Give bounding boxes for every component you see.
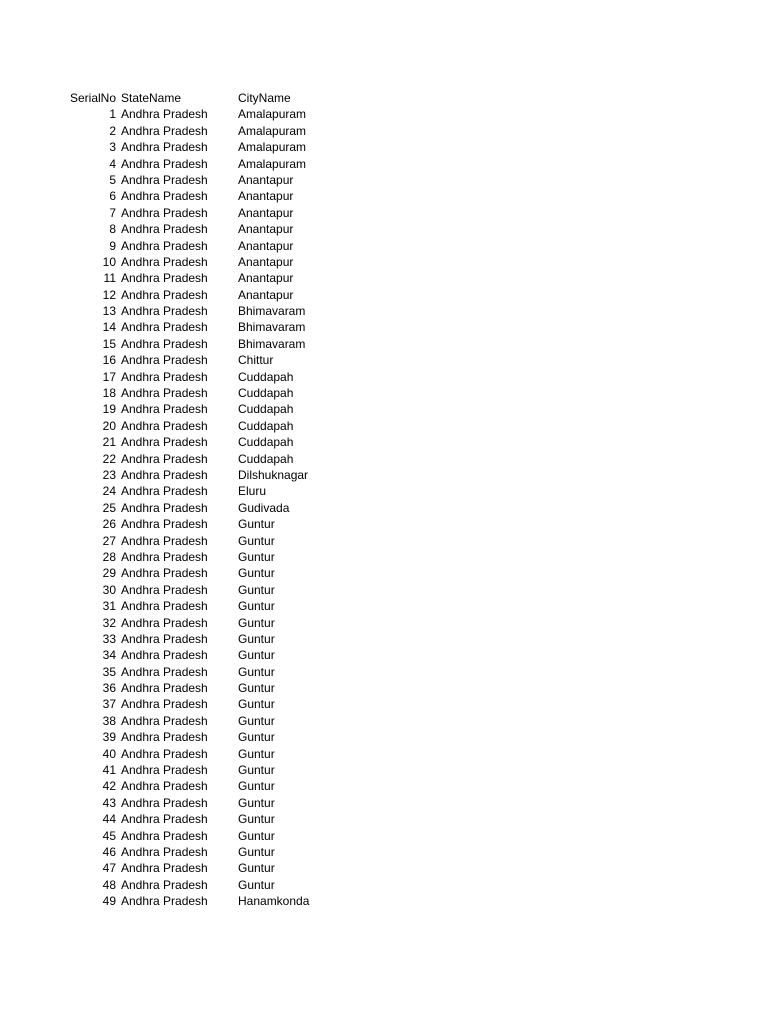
table-row: [68, 762, 358, 778]
table-row: [68, 123, 358, 139]
city-table: [68, 90, 358, 910]
city-cell: Guntur: [238, 582, 275, 597]
table-row: [68, 844, 358, 860]
serial-cell: 29: [102, 566, 116, 581]
city-cell: Guntur: [238, 713, 275, 728]
header-state-name: StateName: [121, 91, 182, 105]
state-cell: Andhra Pradesh: [121, 123, 208, 138]
table-row: [68, 418, 358, 434]
serial-cell: 32: [102, 615, 116, 630]
city-cell: Guntur: [238, 566, 275, 581]
city-cell: Guntur: [238, 828, 275, 843]
city-cell: Gudivada: [238, 500, 290, 515]
serial-cell: 11: [103, 271, 116, 286]
table-row: [68, 106, 358, 122]
table-row: [68, 582, 358, 598]
state-cell: Andhra Pradesh: [121, 238, 208, 253]
state-cell: Andhra Pradesh: [121, 304, 208, 319]
serial-cell: 39: [102, 730, 116, 745]
serial-cell: 26: [102, 517, 116, 532]
state-cell: Andhra Pradesh: [121, 418, 208, 433]
state-cell: Andhra Pradesh: [121, 697, 208, 712]
city-cell: Guntur: [238, 779, 275, 794]
city-cell: Guntur: [238, 861, 275, 876]
serial-cell: 21: [102, 435, 116, 450]
serial-cell: 7: [109, 205, 116, 220]
city-cell: Cuddapah: [238, 369, 294, 384]
serial-cell: 27: [102, 533, 116, 548]
state-cell: Andhra Pradesh: [121, 386, 208, 401]
city-cell: Bhimavaram: [238, 336, 306, 351]
table-row: [68, 778, 358, 794]
serial-cell: 36: [102, 681, 116, 696]
table-row: [68, 467, 358, 483]
state-cell: Andhra Pradesh: [121, 369, 208, 384]
serial-cell: 24: [102, 484, 116, 499]
serial-cell: 48: [102, 877, 116, 892]
serial-cell: 13: [102, 304, 116, 319]
serial-cell: 16: [102, 353, 116, 368]
table-row: [68, 565, 358, 581]
state-cell: Andhra Pradesh: [121, 205, 208, 220]
state-cell: Andhra Pradesh: [121, 730, 208, 745]
state-cell: Andhra Pradesh: [121, 844, 208, 859]
table-body: [68, 106, 358, 909]
table-row: [68, 533, 358, 549]
table-row: [68, 549, 358, 565]
city-cell: Guntur: [238, 681, 275, 696]
state-cell: Andhra Pradesh: [121, 320, 208, 335]
table-row: [68, 287, 358, 303]
table-row: [68, 451, 358, 467]
state-cell: Andhra Pradesh: [121, 451, 208, 466]
table-row: [68, 172, 358, 188]
serial-cell: 35: [102, 664, 116, 679]
serial-cell: 2: [109, 123, 116, 138]
state-cell: Andhra Pradesh: [121, 500, 208, 515]
city-cell: Anantapur: [238, 189, 294, 204]
city-cell: Guntur: [238, 648, 275, 663]
header-serial-no: SerialNo: [70, 91, 117, 105]
state-cell: Andhra Pradesh: [121, 894, 208, 909]
city-cell: Guntur: [238, 697, 275, 712]
table-row: [68, 893, 358, 909]
table-row: [68, 598, 358, 614]
table-row: [68, 205, 358, 221]
serial-cell: 40: [102, 746, 116, 761]
serial-cell: 28: [102, 549, 116, 564]
table-row: [68, 221, 358, 237]
table-row: [68, 401, 358, 417]
state-cell: Andhra Pradesh: [121, 271, 208, 286]
serial-cell: 4: [109, 156, 116, 171]
table-row: [68, 877, 358, 893]
city-cell: Bhimavaram: [238, 304, 306, 319]
city-cell: Chittur: [238, 353, 274, 368]
state-cell: Andhra Pradesh: [121, 877, 208, 892]
state-cell: Andhra Pradesh: [121, 484, 208, 499]
city-cell: Guntur: [238, 533, 275, 548]
serial-cell: 41: [102, 763, 116, 778]
table-row: [68, 319, 358, 335]
table-row: [68, 500, 358, 516]
serial-cell: 23: [102, 467, 116, 482]
table-row: [68, 156, 358, 172]
serial-cell: 44: [102, 812, 116, 827]
city-cell: Anantapur: [238, 172, 294, 187]
table-row: [68, 336, 358, 352]
state-cell: Andhra Pradesh: [121, 795, 208, 810]
city-cell: Dilshuknagar: [238, 467, 309, 482]
table-row: [68, 483, 358, 499]
table-row: [68, 270, 358, 286]
serial-cell: 18: [102, 386, 116, 401]
table-row: [68, 238, 358, 254]
city-cell: Bhimavaram: [238, 320, 306, 335]
serial-cell: 31: [102, 599, 116, 614]
table-header-row: [68, 90, 358, 106]
city-cell: Cuddapah: [238, 451, 294, 466]
state-cell: Andhra Pradesh: [121, 763, 208, 778]
city-cell: Anantapur: [238, 238, 294, 253]
city-cell: Cuddapah: [238, 386, 294, 401]
city-cell: Guntur: [238, 877, 275, 892]
city-cell: Hanamkonda: [238, 894, 310, 909]
city-cell: Guntur: [238, 517, 275, 532]
state-cell: Andhra Pradesh: [121, 549, 208, 564]
state-cell: Andhra Pradesh: [121, 140, 208, 155]
table-row: [68, 828, 358, 844]
serial-cell: 22: [102, 451, 116, 466]
serial-cell: 9: [109, 238, 116, 253]
table-row: [68, 352, 358, 368]
city-cell: Guntur: [238, 763, 275, 778]
state-cell: Andhra Pradesh: [121, 435, 208, 450]
city-cell: Guntur: [238, 812, 275, 827]
state-cell: Andhra Pradesh: [121, 631, 208, 646]
state-cell: Andhra Pradesh: [121, 582, 208, 597]
city-cell: Anantapur: [238, 254, 294, 269]
state-cell: Andhra Pradesh: [121, 828, 208, 843]
table-row: [68, 303, 358, 319]
serial-cell: 14: [102, 320, 116, 335]
serial-cell: 12: [102, 287, 116, 302]
city-cell: Anantapur: [238, 205, 294, 220]
state-cell: Andhra Pradesh: [121, 713, 208, 728]
city-cell: Amalapuram: [238, 123, 307, 138]
state-cell: Andhra Pradesh: [121, 812, 208, 827]
state-cell: Andhra Pradesh: [121, 681, 208, 696]
serial-cell: 5: [109, 172, 116, 187]
state-cell: Andhra Pradesh: [121, 467, 208, 482]
state-cell: Andhra Pradesh: [121, 566, 208, 581]
state-cell: Andhra Pradesh: [121, 353, 208, 368]
table-row: [68, 615, 358, 631]
city-cell: Guntur: [238, 844, 275, 859]
city-cell: Guntur: [238, 746, 275, 761]
serial-cell: 8: [109, 222, 116, 237]
state-cell: Andhra Pradesh: [121, 254, 208, 269]
city-cell: Eluru: [238, 484, 267, 499]
serial-cell: 34: [102, 648, 116, 663]
city-cell: Guntur: [238, 615, 275, 630]
table-row: [68, 631, 358, 647]
state-cell: Andhra Pradesh: [121, 222, 208, 237]
table-row: [68, 795, 358, 811]
city-cell: Anantapur: [238, 222, 294, 237]
table-row: [68, 188, 358, 204]
state-cell: Andhra Pradesh: [121, 402, 208, 417]
serial-cell: 15: [102, 336, 116, 351]
table-row: [68, 729, 358, 745]
state-cell: Andhra Pradesh: [121, 107, 208, 122]
city-cell: Cuddapah: [238, 418, 294, 433]
serial-cell: 30: [102, 582, 116, 597]
table-row: [68, 664, 358, 680]
city-cell: Cuddapah: [238, 435, 294, 450]
state-cell: Andhra Pradesh: [121, 189, 208, 204]
state-cell: Andhra Pradesh: [121, 533, 208, 548]
city-cell: Cuddapah: [238, 402, 294, 417]
city-cell: Amalapuram: [238, 140, 307, 155]
state-cell: Andhra Pradesh: [121, 746, 208, 761]
serial-cell: 46: [102, 844, 116, 859]
city-cell: Amalapuram: [238, 107, 307, 122]
state-cell: Andhra Pradesh: [121, 156, 208, 171]
serial-cell: 49: [102, 894, 116, 909]
serial-cell: 37: [102, 697, 116, 712]
serial-cell: 38: [102, 713, 116, 728]
serial-cell: 47: [102, 861, 116, 876]
serial-cell: 20: [102, 418, 116, 433]
city-cell: Guntur: [238, 549, 275, 564]
serial-cell: 42: [102, 779, 116, 794]
state-cell: Andhra Pradesh: [121, 336, 208, 351]
table-row: [68, 811, 358, 827]
state-cell: Andhra Pradesh: [121, 287, 208, 302]
state-cell: Andhra Pradesh: [121, 861, 208, 876]
table-row: [68, 860, 358, 876]
serial-cell: 6: [109, 189, 116, 204]
city-cell: Guntur: [238, 795, 275, 810]
city-cell: Amalapuram: [238, 156, 307, 171]
serial-cell: 33: [102, 631, 116, 646]
table-row: [68, 647, 358, 663]
city-cell: Guntur: [238, 664, 275, 679]
state-cell: Andhra Pradesh: [121, 599, 208, 614]
table-row: [68, 696, 358, 712]
city-cell: Guntur: [238, 599, 275, 614]
table-row: [68, 713, 358, 729]
serial-cell: 45: [102, 828, 116, 843]
state-cell: Andhra Pradesh: [121, 517, 208, 532]
city-cell: Anantapur: [238, 271, 294, 286]
city-cell: Guntur: [238, 730, 275, 745]
city-cell: Anantapur: [238, 287, 294, 302]
table-row: [68, 385, 358, 401]
serial-cell: 17: [102, 369, 116, 384]
table-row: [68, 139, 358, 155]
table-row: [68, 434, 358, 450]
table-row: [68, 680, 358, 696]
table-row: [68, 746, 358, 762]
state-cell: Andhra Pradesh: [121, 615, 208, 630]
state-cell: Andhra Pradesh: [121, 172, 208, 187]
serial-cell: 43: [102, 795, 116, 810]
table-row: [68, 516, 358, 532]
header-city-name: CityName: [238, 91, 291, 105]
city-cell: Guntur: [238, 631, 275, 646]
table-row: [68, 369, 358, 385]
serial-cell: 3: [109, 140, 116, 155]
state-cell: Andhra Pradesh: [121, 779, 208, 794]
state-cell: Andhra Pradesh: [121, 664, 208, 679]
serial-cell: 10: [102, 254, 116, 269]
table-row: [68, 254, 358, 270]
serial-cell: 1: [109, 107, 116, 122]
state-cell: Andhra Pradesh: [121, 648, 208, 663]
serial-cell: 25: [102, 500, 116, 515]
serial-cell: 19: [102, 402, 116, 417]
